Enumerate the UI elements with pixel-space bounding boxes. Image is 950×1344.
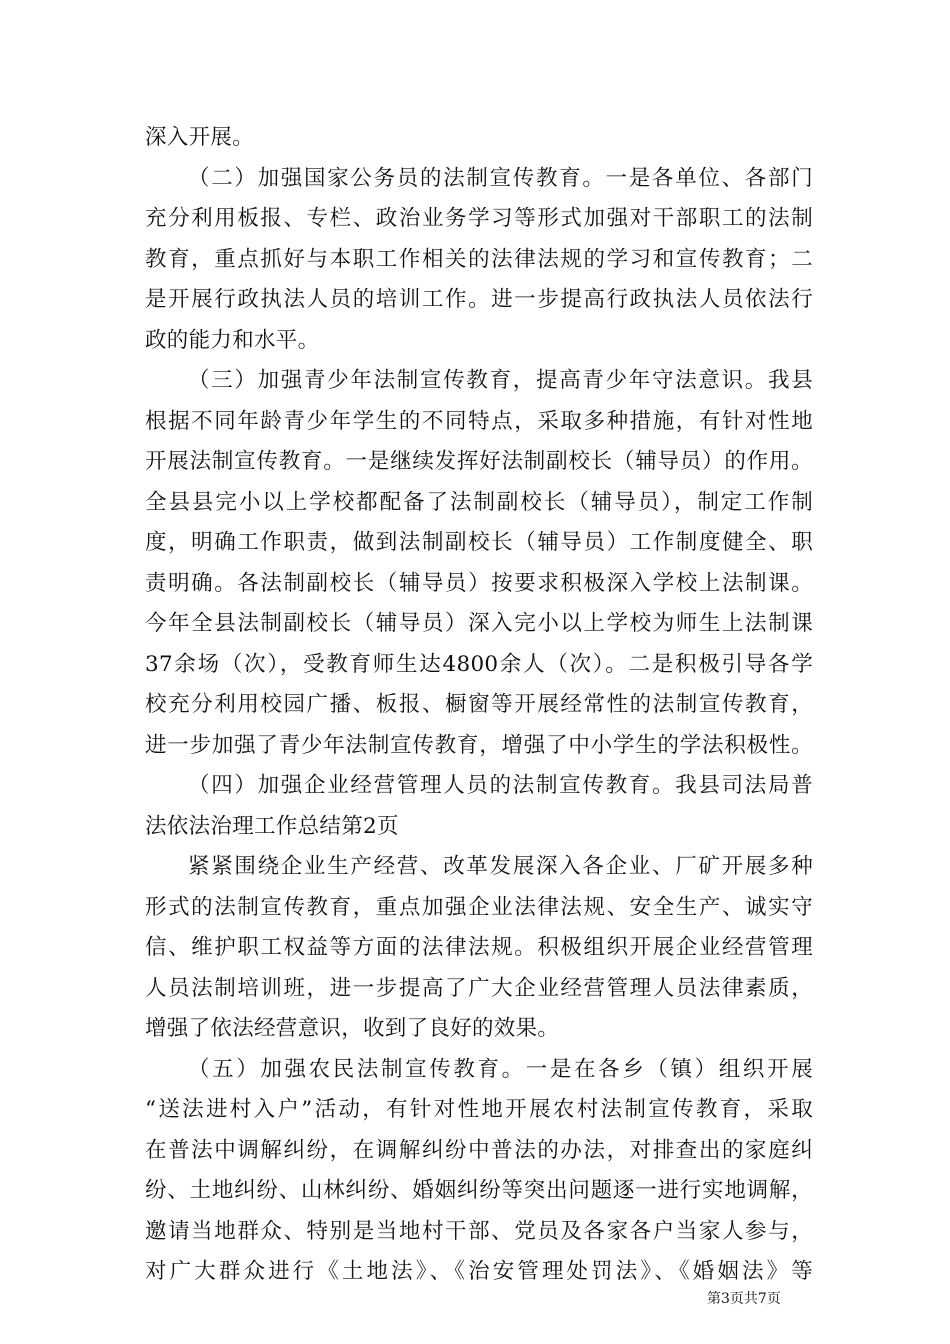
text-line: 纷、土地纠纷、山林纠纷、婚姻纠纷等突出问题逐一进行实地调解， bbox=[145, 1178, 813, 1203]
text-line: 开展法制宣传教育。一是继续发挥好法制副校长（辅导员）的作用。 bbox=[145, 449, 813, 474]
text-line: “送法进村入户”活动，有针对性地开展农村法制宣传教育，采取 bbox=[145, 1097, 813, 1122]
text-line: 增强了依法经营意识，收到了良好的效果。 bbox=[145, 1016, 560, 1041]
text-line: 度，明确工作职责，做到法制副校长（辅导员）工作制度健全、职 bbox=[145, 530, 813, 555]
text-line: 人员法制培训班，进一步提高了广大企业经营管理人员法律素质， bbox=[145, 975, 813, 1001]
text-line: 对广大群众进行《土地法》、《治安管理处罚法》、《婚姻法》等 bbox=[145, 1259, 813, 1284]
text-line: 教育，重点抓好与本职工作相关的法律法规的学习和宣传教育；二 bbox=[145, 246, 813, 272]
text-line: 在普法中调解纠纷，在调解纠纷中普法的办法，对排查出的家庭纠 bbox=[145, 1137, 813, 1163]
text-line: 今年全县法制副校长（辅导员）深入完小以上学校为师生上法制课 bbox=[145, 611, 813, 636]
text-line: 深入开展。 bbox=[145, 125, 255, 150]
text-line: 是开展行政执法人员的培训工作。进一步提高行政执法人员依法行 bbox=[145, 287, 813, 312]
page-number: 第3页共7页 bbox=[707, 1291, 781, 1307]
text-line: 邀请当地群众、特别是当地村干部、党员及各家各户当家人参与， bbox=[145, 1218, 813, 1244]
text-line: 37余场（次），受教育师生达4800余人（次）。二是积极引导各学 bbox=[145, 651, 813, 677]
text-line: 校充分利用校园广播、板报、橱窗等开展经常性的法制宣传教育， bbox=[145, 692, 813, 717]
text-line: 信、维护职工权益等方面的法律法规。积极组织开展企业经营管理 bbox=[145, 935, 813, 960]
text-line: 根据不同年龄青少年学生的不同特点，采取多种措施，有针对性地 bbox=[145, 408, 813, 434]
text-line: （四）加强企业经营管理人员的法制宣传教育。我县司法局普 bbox=[188, 773, 813, 798]
text-line: 紧紧围绕企业生产经营、改革发展深入各企业、厂矿开展多种 bbox=[188, 854, 813, 879]
text-line: 政的能力和水平。 bbox=[145, 327, 320, 353]
text-line: 法依法治理工作总结第2页 bbox=[145, 813, 399, 839]
text-line: 全县县完小以上学校都配备了法制副校长（辅导员），制定工作制 bbox=[145, 489, 813, 515]
text-line: （五）加强农民法制宣传教育。一是在各乡（镇）组织开展 bbox=[188, 1056, 813, 1082]
text-line: （二）加强国家公务员的法制宣传教育。一是各单位、各部门 bbox=[188, 165, 813, 191]
text-line: 形式的法制宣传教育，重点加强企业法律法规、安全生产、诚实守 bbox=[145, 894, 813, 920]
document-body bbox=[145, 118, 813, 1293]
text-line: 责明确。各法制副校长（辅导员）按要求积极深入学校上法制课。 bbox=[145, 570, 813, 596]
text-line: 进一步加强了青少年法制宣传教育，增强了中小学生的学法积极性。 bbox=[145, 732, 813, 758]
text-line: （三）加强青少年法制宣传教育，提高青少年守法意识。我县 bbox=[188, 368, 813, 393]
text-line: 充分利用板报、专栏、政治业务学习等形式加强对干部职工的法制 bbox=[145, 206, 813, 231]
